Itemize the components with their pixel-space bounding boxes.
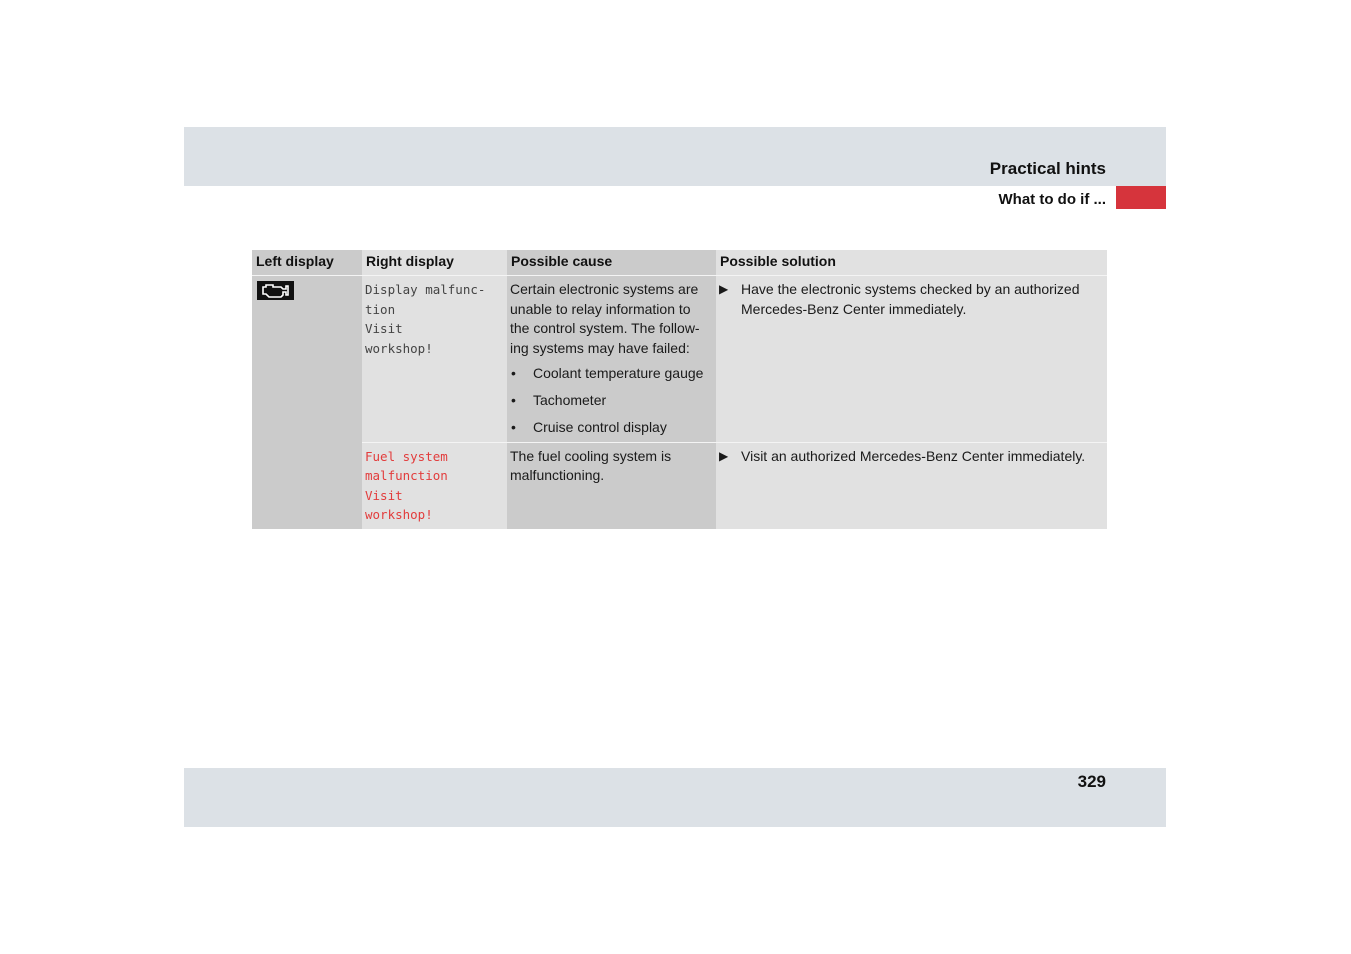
- cause-text: The fuel cooling system is malfunctioning.: [510, 447, 672, 483]
- possible-cause-cell: [507, 442, 716, 529]
- section-marker-tab: [1116, 186, 1166, 209]
- display-message-line: Visit: [365, 487, 403, 503]
- arrow-right-icon: ▶: [719, 448, 729, 463]
- display-message-line: Visit: [365, 321, 403, 336]
- display-message-line: malfunction: [365, 468, 448, 483]
- possible-cause-cell: [507, 276, 716, 443]
- page-number: 329: [1077, 772, 1106, 791]
- display-message-line: Display malfunc-: [365, 282, 486, 297]
- display-message-line: Fuel system: [365, 448, 448, 464]
- table-header-row: [252, 250, 1107, 276]
- display-message-line: tion: [365, 301, 396, 317]
- bullet-icon: •: [511, 419, 516, 435]
- possible-solution-cell: [716, 442, 1107, 529]
- column-header-possible-cause: Possible cause: [507, 250, 716, 276]
- list-item: • Coolant temperature gauge: [510, 364, 712, 384]
- right-display-message: [362, 442, 507, 529]
- failed-systems-list: [510, 364, 712, 438]
- list-item: • Cruise control display: [510, 418, 712, 438]
- possible-solution-cell: [716, 276, 1107, 443]
- bullet-icon: •: [511, 365, 516, 381]
- table-row: [252, 276, 1107, 443]
- left-display-cell: [252, 276, 362, 529]
- right-display-message: [362, 276, 507, 443]
- subsection-title: What to do if ...: [998, 191, 1106, 208]
- solution-text: Have the electronic systems checked by an authorized Mercedes-Benz Center immediately.: [741, 281, 1080, 317]
- table-row: [252, 442, 1107, 529]
- display-message-line: workshop!: [365, 507, 433, 522]
- cause-text: Certain electronic systems are unable to relay information to the control system. The follow-ing systems may have failed:: [510, 281, 700, 356]
- footer-band: [184, 768, 1166, 827]
- list-item: • Tachometer: [510, 391, 712, 411]
- arrow-right-icon: ▶: [719, 282, 729, 296]
- engine-malfunction-icon: [257, 281, 294, 300]
- section-title: Practical hints: [989, 159, 1106, 178]
- display-messages-table: [252, 250, 1107, 529]
- bullet-icon: •: [511, 392, 516, 408]
- column-header-right-display: Right display: [362, 250, 507, 276]
- column-header-possible-solution: Possible solution: [716, 250, 1107, 276]
- column-header-left-display: Left display: [252, 250, 362, 276]
- display-message-line: workshop!: [365, 340, 433, 356]
- solution-text: Visit an authorized Mercedes-Benz Center immediately.: [741, 447, 1086, 464]
